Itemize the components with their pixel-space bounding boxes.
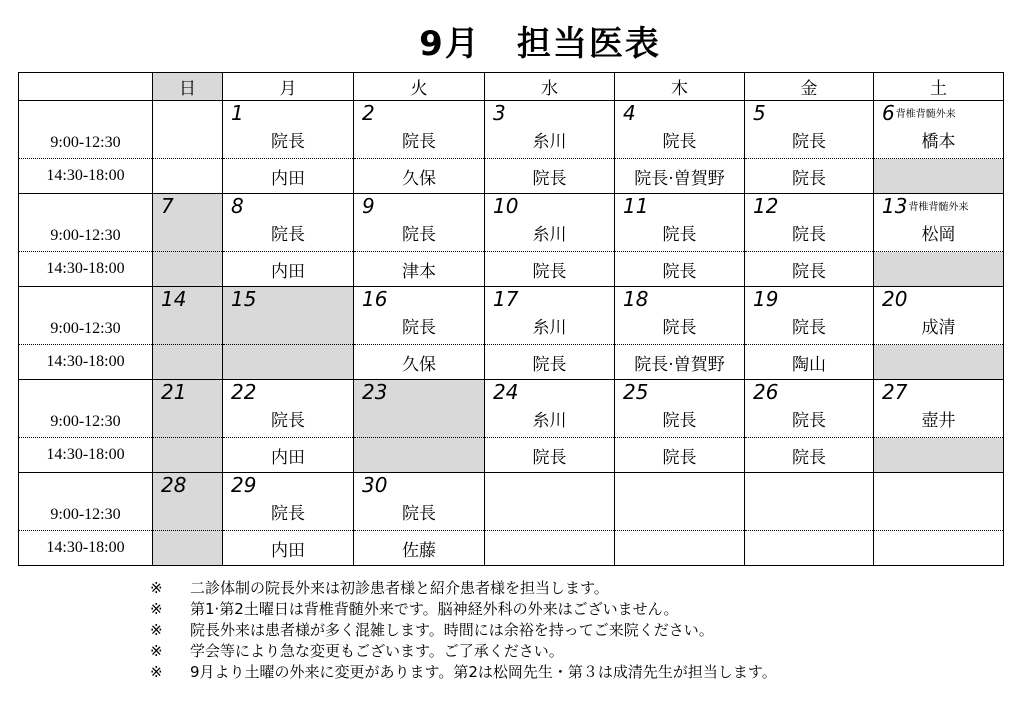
afternoon-doctor: 久保 — [354, 345, 485, 380]
date-number — [753, 381, 778, 403]
morning-row — [19, 380, 1004, 438]
afternoon-doctor — [153, 252, 223, 287]
morning-cell — [485, 473, 615, 531]
date-number-text: 21 — [161, 380, 187, 404]
date-number — [161, 381, 186, 403]
afternoon-doctor: 内田 — [223, 159, 354, 194]
date-number — [753, 102, 766, 124]
morning-row — [19, 473, 1004, 531]
date-number — [493, 288, 518, 310]
date-number — [161, 288, 186, 310]
date-number-text: 3 — [493, 101, 506, 125]
date-number — [882, 288, 907, 310]
afternoon-row — [19, 159, 1004, 194]
morning-row — [19, 194, 1004, 252]
morning-cell — [745, 287, 874, 345]
date-number — [623, 195, 648, 217]
morning-cell — [223, 473, 354, 531]
note-item — [150, 620, 777, 641]
morning-cell — [615, 473, 745, 531]
date-number — [493, 381, 518, 403]
afternoon-doctor: 院長 — [745, 438, 874, 473]
date-number — [882, 195, 968, 219]
afternoon-doctor: 内田 — [223, 252, 354, 287]
morning-cell — [745, 473, 874, 531]
date-number-text: 14 — [161, 287, 187, 311]
afternoon-doctor — [485, 531, 615, 566]
afternoon-doctor — [223, 345, 354, 380]
date-number-text: 29 — [231, 473, 257, 497]
morning-doctor: 院長 — [792, 132, 826, 152]
afternoon-doctor — [615, 531, 745, 566]
date-number-text: 13 — [882, 194, 908, 218]
morning-cell — [354, 101, 485, 159]
morning-cell — [874, 380, 1004, 438]
date-number — [231, 288, 256, 310]
date-number — [493, 102, 506, 124]
morning-doctor: 院長 — [792, 411, 826, 431]
date-number-text: 19 — [753, 287, 779, 311]
date-number-text: 23 — [362, 380, 388, 404]
afternoon-time-label: 14:30-18:00 — [19, 159, 153, 194]
header-tue: 火 — [354, 73, 485, 101]
date-number-text: 18 — [623, 287, 649, 311]
afternoon-doctor: 佐藤 — [354, 531, 485, 566]
afternoon-doctor: 津本 — [354, 252, 485, 287]
date-number-text: 20 — [882, 287, 908, 311]
morning-cell — [745, 194, 874, 252]
afternoon-doctor: 内田 — [223, 438, 354, 473]
afternoon-time-label: 14:30-18:00 — [19, 531, 153, 566]
morning-cell — [223, 380, 354, 438]
morning-doctor: 院長 — [662, 132, 697, 152]
afternoon-doctor — [874, 438, 1004, 473]
morning-cell — [354, 380, 485, 438]
date-number — [882, 381, 907, 403]
note-text: 第1·第2土曜日は背椎背髄外来です。脳神経外科の外来はございません。 — [190, 600, 679, 618]
morning-cell — [874, 473, 1004, 531]
note-item — [150, 599, 777, 620]
morning-cell — [223, 194, 354, 252]
morning-time-label: 9:00-12:30 — [19, 287, 153, 345]
afternoon-row — [19, 531, 1004, 566]
afternoon-doctor — [354, 438, 485, 473]
afternoon-doctor: 院長 — [485, 345, 615, 380]
morning-cell — [874, 287, 1004, 345]
date-number — [161, 474, 186, 496]
date-number — [231, 195, 244, 217]
date-number — [362, 288, 387, 310]
morning-row — [19, 101, 1004, 159]
morning-cell — [354, 473, 485, 531]
note-item — [150, 662, 777, 683]
date-number — [753, 288, 778, 310]
morning-doctor: 院長 — [402, 225, 436, 245]
morning-time-label: 9:00-12:30 — [19, 473, 153, 531]
morning-doctor: 院長 — [402, 132, 436, 152]
date-number — [362, 474, 387, 496]
afternoon-doctor — [874, 252, 1004, 287]
afternoon-doctor: 院長·曽賀野 — [615, 159, 745, 194]
date-number — [231, 474, 256, 496]
afternoon-doctor — [153, 438, 223, 473]
header-thu: 木 — [615, 73, 745, 101]
morning-doctor: 院長 — [271, 504, 305, 524]
date-number-text: 10 — [493, 194, 519, 218]
afternoon-doctor: 院長·曽賀野 — [615, 345, 745, 380]
date-number-text: 12 — [753, 194, 779, 218]
afternoon-time-label: 14:30-18:00 — [19, 345, 153, 380]
morning-doctor: 松岡 — [921, 225, 956, 245]
note-text: 9月より土曜の外来に変更があります。第2は松岡先生・第３は成清先生が担当します。 — [190, 663, 777, 681]
afternoon-row — [19, 345, 1004, 380]
afternoon-doctor: 院長 — [615, 438, 745, 473]
schedule-table — [18, 72, 1004, 566]
note-text: 院長外来は患者様が多く混雑します。時間には余裕を持ってご来院ください。 — [190, 621, 714, 639]
morning-doctor: 院長 — [402, 318, 436, 338]
header-fri: 金 — [745, 73, 874, 101]
date-number — [882, 102, 956, 126]
date-number-text: 9 — [362, 194, 375, 218]
morning-cell — [354, 194, 485, 252]
date-number — [493, 195, 518, 217]
date-number — [231, 102, 244, 124]
date-number-text: 5 — [753, 101, 766, 125]
morning-doctor: 院長 — [662, 318, 697, 338]
morning-cell — [485, 380, 615, 438]
afternoon-doctor — [153, 531, 223, 566]
date-number-text: 30 — [362, 473, 388, 497]
afternoon-doctor: 院長 — [485, 159, 615, 194]
afternoon-doctor — [153, 345, 223, 380]
header-wed: 水 — [485, 73, 615, 101]
note-item — [150, 641, 777, 662]
clinic-note: 背椎背髄外来 — [895, 109, 956, 120]
morning-doctor: 糸川 — [532, 225, 567, 245]
morning-cell — [874, 194, 1004, 252]
morning-cell — [153, 101, 223, 159]
date-number-text: 24 — [493, 380, 519, 404]
morning-cell — [153, 380, 223, 438]
date-number-text: 11 — [623, 194, 649, 218]
date-number-text: 25 — [623, 380, 649, 404]
morning-doctor: 院長 — [271, 411, 305, 431]
afternoon-doctor: 内田 — [223, 531, 354, 566]
morning-cell — [745, 101, 874, 159]
afternoon-doctor: 院長 — [485, 438, 615, 473]
morning-cell — [615, 101, 745, 159]
clinic-note: 背椎背髄外来 — [908, 202, 969, 213]
afternoon-doctor: 久保 — [354, 159, 485, 194]
morning-doctor: 院長 — [662, 411, 697, 431]
date-number-text: 15 — [231, 287, 257, 311]
morning-cell — [153, 473, 223, 531]
afternoon-time-label: 14:30-18:00 — [19, 252, 153, 287]
morning-cell — [485, 101, 615, 159]
morning-doctor: 橋本 — [921, 132, 956, 152]
morning-doctor: 院長 — [792, 225, 826, 245]
date-number — [362, 102, 375, 124]
morning-doctor: 院長 — [271, 132, 305, 152]
morning-cell — [485, 194, 615, 252]
note-text: 学会等により急な変更もございます。ご了承ください。 — [190, 642, 564, 660]
morning-cell — [615, 287, 745, 345]
afternoon-doctor: 陶山 — [745, 345, 874, 380]
date-number — [231, 381, 256, 403]
afternoon-doctor: 院長 — [745, 159, 874, 194]
morning-doctor: 壺井 — [921, 411, 956, 431]
morning-cell — [745, 380, 874, 438]
notes-list — [150, 578, 777, 683]
afternoon-doctor — [874, 531, 1004, 566]
note-mark: ※ — [150, 663, 163, 681]
header-corner — [19, 73, 153, 101]
morning-doctor: 院長 — [792, 318, 826, 338]
date-number — [623, 102, 636, 124]
date-number-text: 1 — [231, 101, 244, 125]
afternoon-time-label: 14:30-18:00 — [19, 438, 153, 473]
date-number-text: 8 — [231, 194, 244, 218]
date-number-text: 16 — [362, 287, 388, 311]
date-number — [623, 381, 648, 403]
morning-doctor: 糸川 — [532, 411, 567, 431]
date-number-text: 26 — [753, 380, 779, 404]
note-mark: ※ — [150, 621, 163, 639]
note-text: 二診体制の院長外来は初診患者様と紹介患者様を担当します。 — [190, 579, 609, 597]
morning-doctor: 糸川 — [532, 318, 567, 338]
header-row — [19, 73, 1004, 101]
afternoon-doctor — [745, 531, 874, 566]
date-number — [753, 195, 778, 217]
date-number — [161, 195, 174, 217]
afternoon-doctor — [153, 159, 223, 194]
morning-cell — [485, 287, 615, 345]
date-number-text: 4 — [623, 101, 636, 125]
morning-doctor: 院長 — [402, 504, 436, 524]
morning-cell — [615, 380, 745, 438]
afternoon-row — [19, 438, 1004, 473]
schedule-body — [19, 101, 1004, 566]
date-number-text: 27 — [882, 380, 908, 404]
date-number-text: 17 — [493, 287, 519, 311]
note-mark: ※ — [150, 642, 163, 660]
date-number-text: 7 — [161, 194, 174, 218]
note-mark: ※ — [150, 600, 163, 618]
afternoon-doctor — [874, 345, 1004, 380]
date-number-text: 6 — [882, 101, 895, 125]
morning-doctor: 糸川 — [532, 132, 567, 152]
date-number — [623, 288, 648, 310]
date-number — [362, 381, 387, 403]
morning-time-label: 9:00-12:30 — [19, 194, 153, 252]
note-item — [150, 578, 777, 599]
date-number-text: 22 — [231, 380, 257, 404]
header-sun: 日 — [153, 73, 223, 101]
afternoon-doctor: 院長 — [615, 252, 745, 287]
date-number — [362, 195, 375, 217]
morning-cell — [874, 101, 1004, 159]
morning-doctor: 院長 — [662, 225, 697, 245]
afternoon-doctor: 院長 — [485, 252, 615, 287]
page-title: 9月 担当医表 — [419, 24, 661, 64]
morning-cell — [223, 101, 354, 159]
note-mark: ※ — [150, 579, 163, 597]
date-number-text: 2 — [362, 101, 375, 125]
afternoon-row — [19, 252, 1004, 287]
morning-doctor: 院長 — [271, 225, 305, 245]
afternoon-doctor: 院長 — [745, 252, 874, 287]
morning-cell — [615, 194, 745, 252]
header-mon: 月 — [223, 73, 354, 101]
header-sat: 土 — [874, 73, 1004, 101]
morning-cell — [153, 287, 223, 345]
date-number-text: 28 — [161, 473, 187, 497]
morning-time-label: 9:00-12:30 — [19, 101, 153, 159]
morning-row — [19, 287, 1004, 345]
morning-doctor: 成清 — [921, 318, 956, 338]
morning-cell — [354, 287, 485, 345]
morning-cell — [223, 287, 354, 345]
morning-time-label: 9:00-12:30 — [19, 380, 153, 438]
morning-cell — [153, 194, 223, 252]
afternoon-doctor — [874, 159, 1004, 194]
